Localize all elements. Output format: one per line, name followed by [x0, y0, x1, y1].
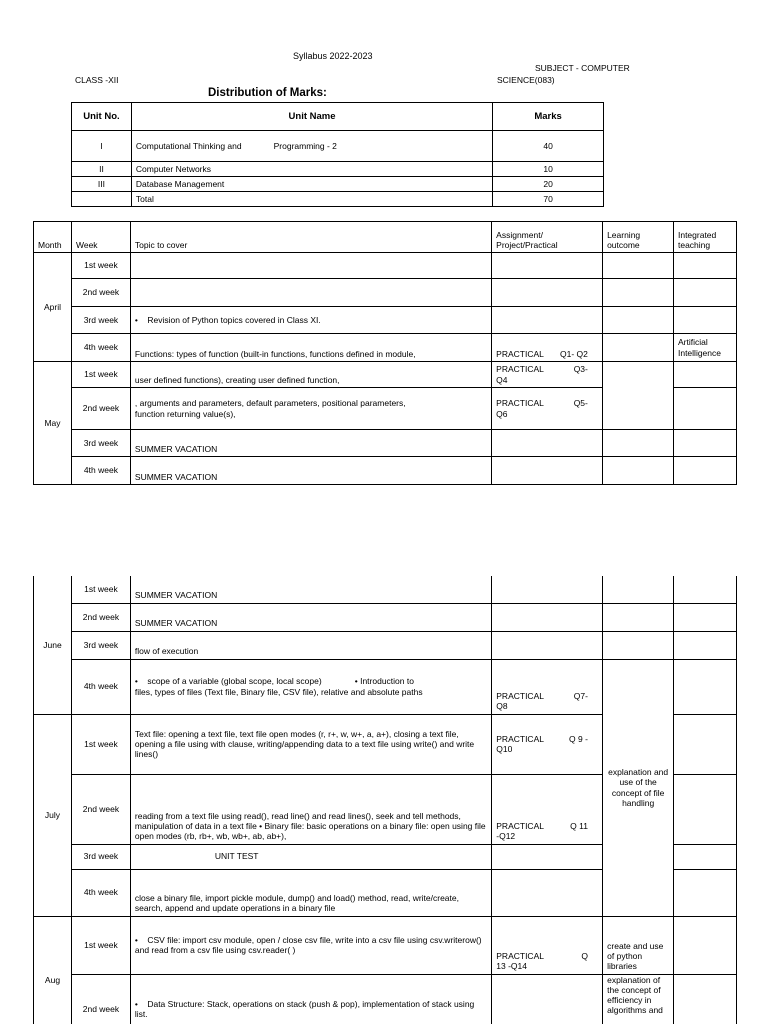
topic-cell: reading from a text file using read(), read line() and read lines(), seek and tell methods, manipulation of data in a text file • Binary file: basic operations on a binary file: open using file open modes (rb, rb+, wb, wb+, ab, ab+),: [130, 774, 491, 844]
table-row: [34, 307, 737, 334]
integrated-cell: [674, 659, 737, 714]
week-label: 1st week: [71, 362, 130, 388]
integrated-cell: Artificial Intelligence: [673, 334, 736, 362]
topic-cell: close a binary file, import pickle module, dump() and load() method, read, write/create, search, append and update operations in a binary file: [130, 869, 491, 916]
integrated-cell: [674, 844, 737, 869]
practical-cell: PRACTICAL Q 11 -Q12: [492, 774, 603, 844]
outcome-header: Learning outcome: [603, 222, 674, 253]
topic-cell: • Revision of Python topics covered in Class XI.: [130, 307, 491, 334]
integrated-cell: [674, 774, 737, 844]
table-row: [34, 457, 737, 485]
practical-cell: [492, 430, 603, 457]
marks-header: Marks: [493, 103, 604, 131]
week-label: 1st week: [71, 576, 130, 603]
table-row: [72, 162, 604, 177]
table-row: [34, 603, 737, 631]
outcome-cell: [603, 253, 674, 279]
week-header: Week: [71, 222, 130, 253]
integrated-cell: [673, 307, 736, 334]
week-label: 1st week: [71, 916, 130, 974]
month-june: June: [34, 576, 72, 714]
practical-cell: [492, 457, 603, 485]
integrated-cell: [674, 916, 737, 974]
unit-no-header: Unit No.: [72, 103, 132, 131]
week-label: 2nd week: [71, 774, 130, 844]
table-row: [72, 192, 604, 207]
table-row: [34, 631, 737, 659]
unit-marks: 40: [493, 131, 604, 162]
integrated-header: Integrated teaching: [673, 222, 736, 253]
integrated-cell: [673, 362, 736, 388]
month-april: April: [34, 253, 72, 362]
practical-cell: [492, 253, 603, 279]
topic-cell: flow of execution: [130, 631, 491, 659]
unit-no: [72, 192, 132, 207]
practical-cell: [492, 631, 603, 659]
topic-cell: user defined functions), creating user defined function,: [130, 362, 491, 388]
month-july: July: [34, 714, 72, 916]
integrated-cell: [674, 631, 737, 659]
topic-cell: Functions: types of function (built-in functions, functions defined in module,: [130, 334, 491, 362]
unit-marks: 20: [493, 177, 604, 192]
outcome-cell: explanation of the concept of efficiency in algorithms and: [603, 974, 674, 1024]
practical-cell: PRACTICAL Q7- Q8: [492, 659, 603, 714]
marks-table: [71, 102, 604, 207]
outcome-cell: explanation and use of the concept of file handling: [603, 659, 674, 916]
practical-cell: [492, 844, 603, 869]
integrated-cell: [673, 430, 736, 457]
week-label: 4th week: [71, 659, 130, 714]
week-label: 4th week: [71, 869, 130, 916]
assignment-header: Assignment/ Project/Practical: [492, 222, 603, 253]
topic-cell: • CSV file: import csv module, open / close csv file, write into a csv file using csv.writerow() and read from a csv file using csv.reader( ): [130, 916, 491, 974]
topic-cell: • Data Structure: Stack, operations on stack (push & pop), implementation of stack using list.: [130, 974, 491, 1024]
topic-cell: SUMMER VACATION: [130, 576, 491, 603]
unit-no: III: [72, 177, 132, 192]
week-label: 3rd week: [71, 631, 130, 659]
integrated-cell: [674, 603, 737, 631]
week-label: 1st week: [71, 253, 130, 279]
table-row: [34, 659, 737, 714]
integrated-cell: [674, 974, 737, 1024]
practical-cell: PRACTICAL Q5- Q6: [492, 388, 603, 430]
week-label: 2nd week: [71, 974, 130, 1024]
integrated-cell: [673, 388, 736, 430]
outcome-cell: [603, 603, 674, 631]
outcome-cell: [603, 457, 674, 485]
practical-cell: PRACTICAL Q 13 -Q14: [492, 916, 603, 974]
table-row: [34, 279, 737, 307]
table-row: [34, 576, 737, 603]
unit-marks: 70: [493, 192, 604, 207]
topic-cell: [130, 253, 491, 279]
table-row: [72, 177, 604, 192]
integrated-cell: [674, 576, 737, 603]
topic-cell: [130, 279, 491, 307]
unit-name-header: Unit Name: [131, 103, 492, 131]
unit-no: II: [72, 162, 132, 177]
practical-cell: PRACTICAL Q3- Q4: [492, 362, 603, 388]
unit-name: Computational Thinking and Programming - 2: [131, 131, 492, 162]
schedule-continuation: [33, 576, 737, 1024]
practical-cell: PRACTICAL Q 9 - Q10: [492, 714, 603, 774]
unit-no: I: [72, 131, 132, 162]
week-label: 4th week: [71, 457, 130, 485]
integrated-cell: [673, 457, 736, 485]
outcome-cell: [603, 362, 674, 430]
month-header: Month: [34, 222, 72, 253]
practical-cell: [492, 603, 603, 631]
topic-cell: UNIT TEST: [130, 844, 491, 869]
integrated-cell: [674, 714, 737, 774]
table-row: [34, 974, 737, 1024]
practical-cell: PRACTICAL Q1- Q2: [492, 334, 603, 362]
outcome-cell: [603, 576, 674, 603]
topic-cell: SUMMER VACATION: [130, 457, 491, 485]
practical-cell: [492, 576, 603, 603]
table-row: [34, 430, 737, 457]
distribution-title: Distribution of Marks:: [208, 87, 327, 99]
table-row: [72, 131, 604, 162]
outcome-cell: [603, 307, 674, 334]
topic-cell: SUMMER VACATION: [130, 430, 491, 457]
schedule-table-1: [33, 221, 737, 485]
week-label: 3rd week: [71, 430, 130, 457]
outcome-cell: create and use of python libraries: [603, 916, 674, 974]
outcome-cell: [603, 430, 674, 457]
topic-cell: , arguments and parameters, default parameters, positional parameters, function returning value(s),: [130, 388, 491, 430]
practical-cell: [492, 974, 603, 1024]
table-row: [34, 334, 737, 362]
subject-line-2: SCIENCE(083): [497, 75, 555, 85]
topic-cell: SUMMER VACATION: [130, 603, 491, 631]
week-label: 3rd week: [71, 307, 130, 334]
unit-marks: 10: [493, 162, 604, 177]
outcome-cell: [603, 279, 674, 307]
schedule-table-2: [33, 576, 737, 1024]
schedule-header-row: [34, 222, 737, 253]
week-label: 1st week: [71, 714, 130, 774]
integrated-cell: [673, 253, 736, 279]
table-row: [34, 916, 737, 974]
week-label: 4th week: [71, 334, 130, 362]
subject-line-1: SUBJECT - COMPUTER: [535, 63, 630, 73]
week-label: 2nd week: [71, 603, 130, 631]
unit-name: Total: [131, 192, 492, 207]
topic-cell: Text file: opening a text file, text file open modes (r, r+, w, w+, a, a+), closing a text file, opening a file using with clause, writing/appending data to a text file using write() and write lines(): [130, 714, 491, 774]
week-label: 3rd week: [71, 844, 130, 869]
week-label: 2nd week: [71, 279, 130, 307]
topic-cell: • scope of a variable (global scope, local scope) • Introduction to files, types of files (Text file, Binary file, CSV file), relative and absolute paths: [130, 659, 491, 714]
unit-name: Computer Networks: [131, 162, 492, 177]
outcome-cell: [603, 334, 674, 362]
table-row: [34, 253, 737, 279]
topic-header: Topic to cover: [130, 222, 491, 253]
unit-name: Database Management: [131, 177, 492, 192]
month-may: May: [34, 362, 72, 485]
practical-cell: [492, 279, 603, 307]
syllabus-title: Syllabus 2022-2023: [293, 51, 373, 61]
class-label: CLASS -XII: [75, 75, 119, 85]
month-aug: Aug: [34, 916, 72, 1024]
week-label: 2nd week: [71, 388, 130, 430]
practical-cell: [492, 869, 603, 916]
table-row: [34, 362, 737, 388]
practical-cell: [492, 307, 603, 334]
outcome-cell: [603, 631, 674, 659]
integrated-cell: [673, 279, 736, 307]
integrated-cell: [674, 869, 737, 916]
